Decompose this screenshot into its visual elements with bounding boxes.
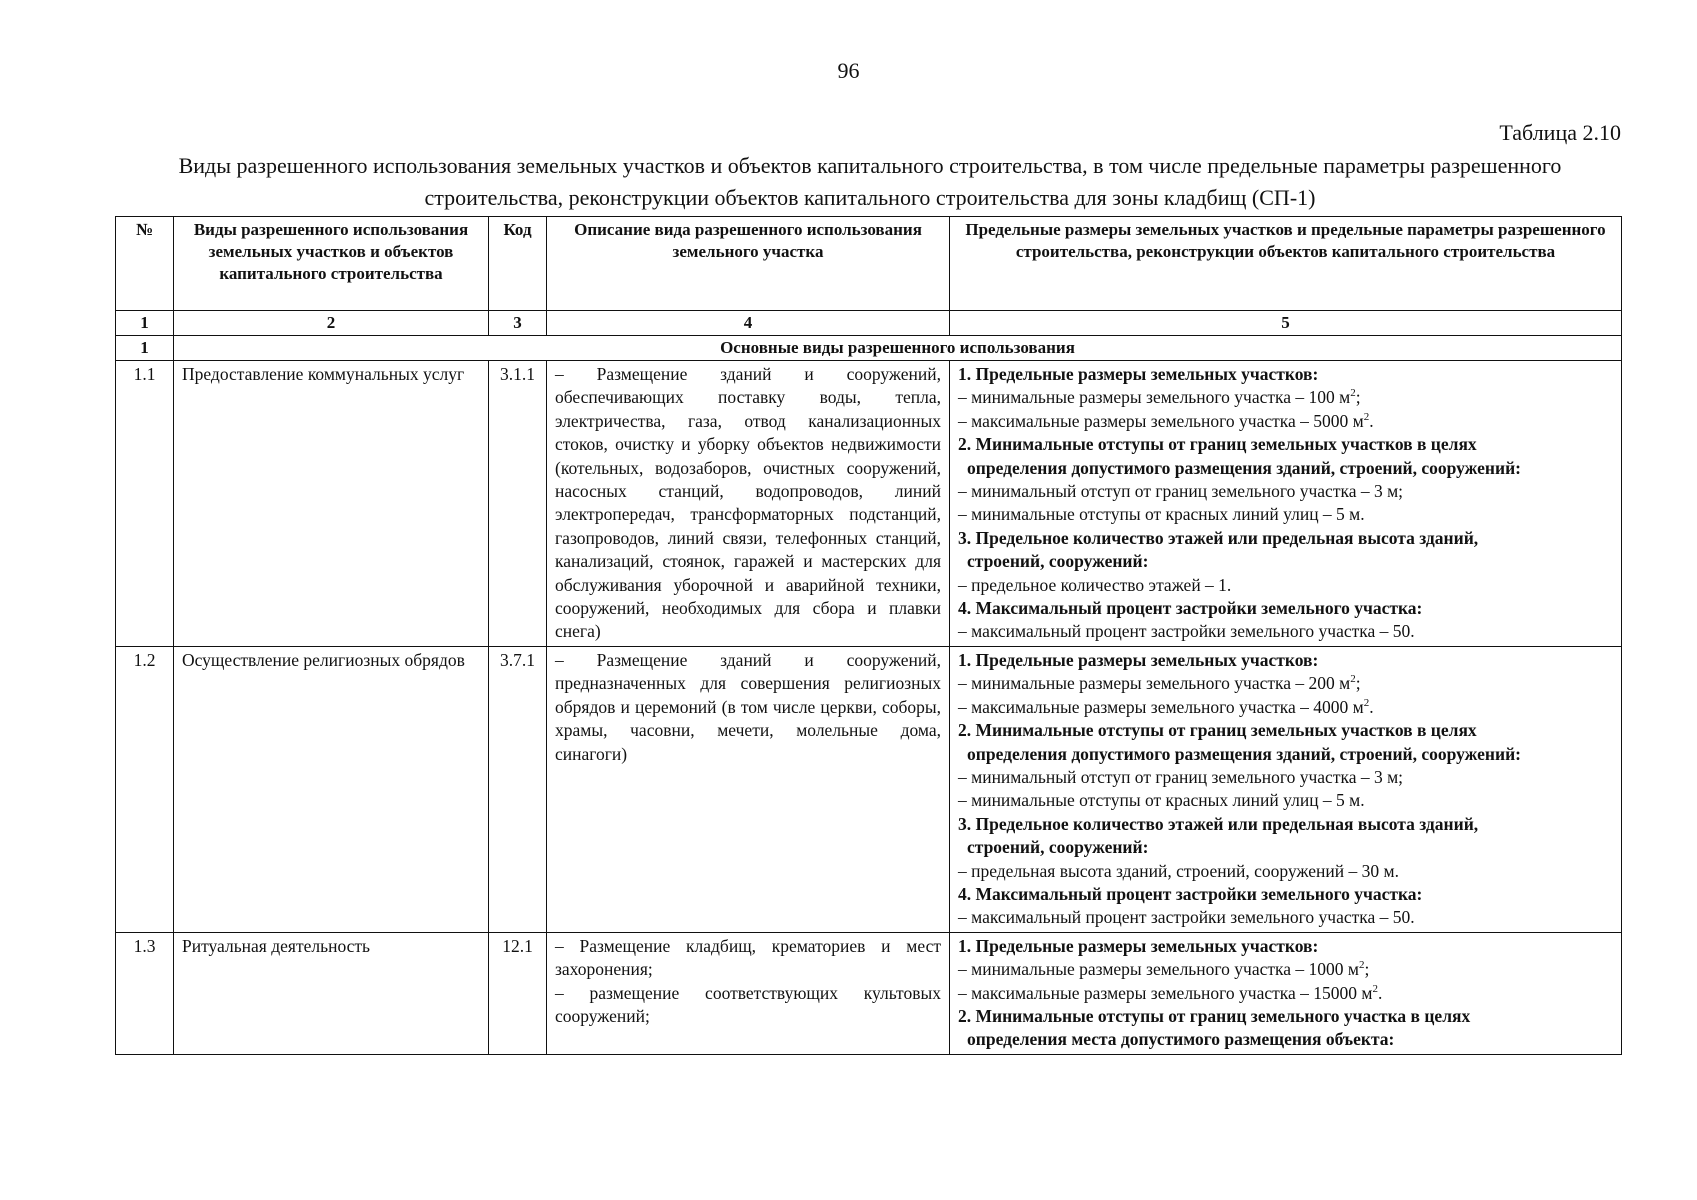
header-num: № [116, 217, 174, 311]
param-line: – минимальный отступ от границ земельного участка – 3 м; [958, 766, 1404, 787]
table-label: Таблица 2.10 [1499, 120, 1621, 145]
column-number: 1 [116, 311, 174, 336]
table-header-row [116, 217, 1622, 311]
column-number: 3 [489, 311, 547, 336]
param-heading: 2. Минимальные отступы от границ земельных участков в целях определения допустимого размещения зданий, строений, сооружений: [958, 720, 1521, 764]
column-number: 4 [547, 311, 950, 336]
column-number: 2 [174, 311, 489, 336]
param-line: – минимальные размеры земельного участка – 100 $м^2$; [958, 387, 1361, 408]
description-line: – Размещение зданий и сооружений, обеспечивающих поставку воды, тепла, электричества, газа, отвод канализационных стоков, очистку и уборку объектов недвижимости (котельных, водозаборов, очистных сооружений, насосных станций, водопроводов, линий электропередач, трансформаторных подстанций, газопроводов, линий связи, телефонных станций, канализаций, стоянок, гаражей и мастерских для обслуживания уборочной и аварийной техники, сооружений, необходимых для сбора и плавки снега) [555, 364, 941, 642]
header-params: Предельные размеры земельных участков и предельные параметры разрешенного строительства, реконструкции объектов капитального строительства [950, 217, 1622, 311]
param-heading: 4. Максимальный процент застройки земельного участка: [958, 598, 1423, 619]
row-description [547, 361, 950, 647]
param-heading: 1. Предельные размеры земельных участков: [958, 935, 1319, 956]
header-code: Код [489, 217, 547, 311]
row-parameters [950, 646, 1622, 932]
table-title: Виды разрешенного использования земельных участков и объектов капитального строительства, в том числе предельные параметры разрешенного строительства, реконструкции объектов капитального строительства для зоны кладбищ (СП-1) [178, 153, 1562, 210]
column-number: 5 [950, 311, 1622, 336]
row-code: 12.1 [489, 932, 547, 1054]
param-line: – максимальные размеры земельного участка – 15000 $м^2$. [958, 982, 1383, 1003]
param-line: – минимальные отступы от красных линий улиц – 5 м. [958, 790, 1365, 811]
row-parameters [950, 932, 1622, 1054]
row-description [547, 646, 950, 932]
column-number-row [116, 311, 1622, 336]
row-code: 3.7.1 [489, 646, 547, 932]
param-line: – минимальные отступы от красных линий улиц – 5 м. [958, 504, 1365, 525]
zoning-table [115, 216, 1622, 1055]
row-description [547, 932, 950, 1054]
row-number: 1.2 [116, 646, 174, 932]
description-line: – Размещение кладбищ, крематориев и мест захоронения; [555, 935, 941, 980]
row-type-name: Осуществление религиозных обрядов [174, 646, 489, 932]
table-row [116, 932, 1622, 1054]
row-type-name: Предоставление коммунальных услуг [174, 361, 489, 647]
param-heading: 2. Минимальные отступы от границ земельного участка в целях определения места допустимого размещения объекта: [958, 1005, 1471, 1050]
param-heading: 2. Минимальные отступы от границ земельных участков в целях определения допустимого размещения зданий, строений, сооружений: [958, 434, 1521, 478]
row-number: 1.3 [116, 932, 174, 1054]
param-line: – предельная высота зданий, строений, сооружений – 30 м. [958, 860, 1399, 881]
row-number: 1.1 [116, 361, 174, 647]
section-title: Основные виды разрешенного использования [174, 336, 1622, 361]
page-number: 96 [837, 58, 860, 83]
param-heading: 3. Предельное количество этажей или предельная высота зданий, строений, сооружений: [958, 813, 1479, 858]
row-parameters [950, 361, 1622, 647]
param-line: – предельное количество этажей – 1. [958, 574, 1232, 595]
param-line: – максимальные размеры земельного участка – 4000 $м^2$. [958, 696, 1374, 717]
section-number: 1 [116, 336, 174, 361]
param-heading: 3. Предельное количество этажей или предельная высота зданий, строений, сооружений: [958, 527, 1479, 572]
param-line: – максимальный процент застройки земельного участка – 50. [958, 621, 1415, 642]
row-code: 3.1.1 [489, 361, 547, 647]
param-line: – минимальный отступ от границ земельного участка – 3 м; [958, 481, 1404, 502]
param-heading: 4. Максимальный процент застройки земельного участка: [958, 883, 1423, 904]
param-line: – максимальный процент застройки земельного участка – 50. [958, 907, 1415, 928]
header-desc: Описание вида разрешенного использования земельного участка [547, 217, 950, 311]
header-types: Виды разрешенного использования земельных участков и объектов капитального строительства [174, 217, 489, 311]
param-heading: 1. Предельные размеры земельных участков: [958, 364, 1319, 384]
table-row [116, 361, 1622, 647]
param-line: – минимальные размеры земельного участка – 200 $м^2$; [958, 673, 1361, 694]
row-type-name: Ритуальная деятельность [174, 932, 489, 1054]
param-line: – минимальные размеры земельного участка – 1000 $м^2$; [958, 959, 1370, 980]
param-line: – максимальные размеры земельного участка – 5000 $м^2$. [958, 410, 1374, 431]
description-line: – размещение соответствующих культовых сооружений; [555, 982, 941, 1026]
section-row [116, 336, 1622, 361]
table-row [116, 646, 1622, 932]
description-line: – Размещение зданий и сооружений, предназначенных для совершения религиозных обрядов и церемоний (в том числе церкви, соборы, храмы, часовни, мечети, молельные дома, синагоги) [555, 649, 941, 764]
param-heading: 1. Предельные размеры земельных участков: [958, 649, 1319, 670]
